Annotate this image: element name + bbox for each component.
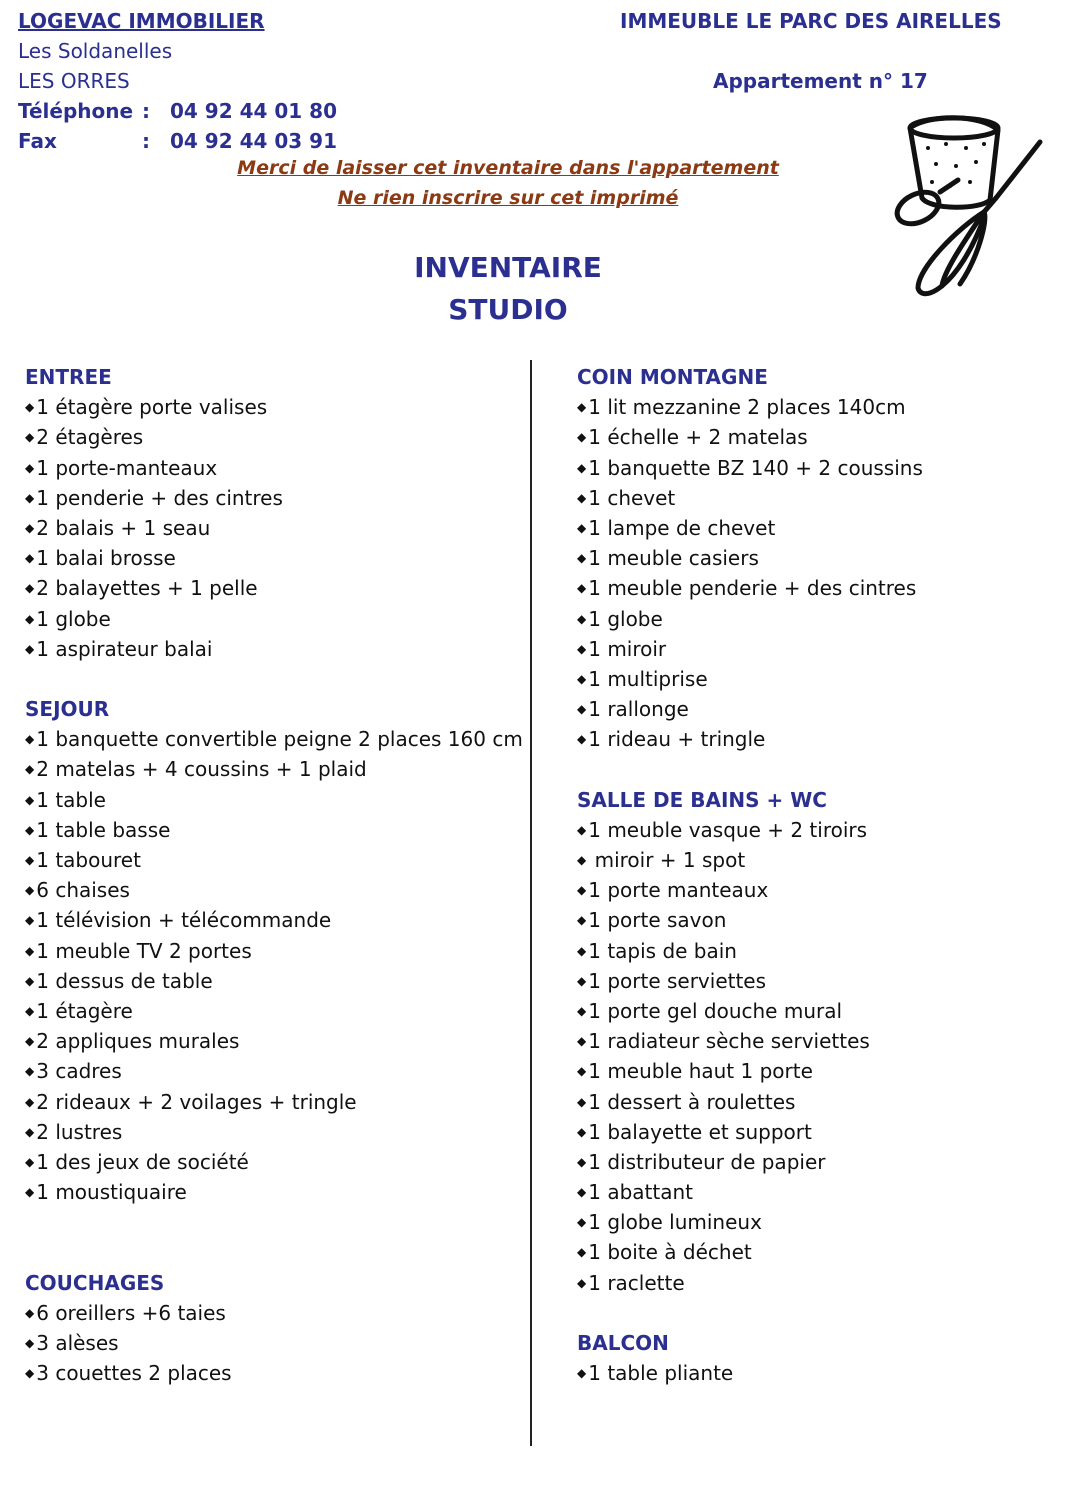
item-label: 1 abattant xyxy=(588,1180,693,1205)
list-item xyxy=(577,905,923,935)
list-item xyxy=(25,1177,523,1207)
item-label: 1 chevet xyxy=(588,485,676,510)
bullet-icon: ◆ xyxy=(577,460,587,475)
item-label: 2 appliques murales xyxy=(36,1029,240,1054)
section-title-coin-montagne: COIN MONTAGNE xyxy=(577,365,768,389)
list-item xyxy=(577,1207,923,1237)
item-label: 1 lampe de chevet xyxy=(588,515,776,540)
section-title-balcon: BALCON xyxy=(577,1331,669,1355)
bullet-icon: ◆ xyxy=(577,1185,587,1200)
list-item xyxy=(577,1147,923,1177)
item-label: 1 dessert à roulettes xyxy=(588,1089,796,1114)
list-item xyxy=(25,1026,523,1056)
apartment-number: Appartement n° 17 xyxy=(713,69,928,93)
item-label: 1 banquette BZ 140 + 2 coussins xyxy=(588,455,923,480)
item-label: 3 alèses xyxy=(36,1331,119,1356)
phone-sep: : xyxy=(142,99,150,123)
bullet-icon: ◆ xyxy=(577,853,587,867)
bullet-icon: ◆ xyxy=(25,792,35,807)
list-item xyxy=(25,634,523,664)
item-label: 1 porte serviettes xyxy=(588,968,767,993)
item-label: 1 des jeux de société xyxy=(36,1149,249,1174)
bullet-icon: ◆ xyxy=(577,671,587,686)
item-label: 1 balayette et support xyxy=(588,1119,812,1144)
item-label: 1 meuble penderie + des cintres xyxy=(588,576,917,601)
fax-sep: : xyxy=(142,129,150,153)
bullet-icon: ◆ xyxy=(577,913,587,928)
item-label: 2 balais + 1 seau xyxy=(36,515,211,540)
item-label: 1 miroir xyxy=(588,636,667,661)
bullet-icon: ◆ xyxy=(577,551,587,566)
bullet-icon: ◆ xyxy=(25,1154,35,1169)
list-item xyxy=(25,422,523,452)
list-item xyxy=(577,543,923,573)
list-item xyxy=(577,875,923,905)
list-item xyxy=(577,664,923,694)
phone-label: Téléphone xyxy=(18,99,134,123)
item-label: 3 couettes 2 places xyxy=(36,1361,232,1386)
bullet-icon: ◆ xyxy=(25,460,35,475)
bullet-icon: ◆ xyxy=(577,883,587,898)
list-item xyxy=(577,815,923,845)
bullet-icon: ◆ xyxy=(577,1215,587,1230)
item-label: 1 meuble casiers xyxy=(588,546,759,571)
page-subtitle: STUDIO xyxy=(448,293,568,326)
list-item xyxy=(25,875,523,905)
item-label: 1 porte savon xyxy=(588,908,727,933)
building-name: IMMEUBLE LE PARC DES AIRELLES xyxy=(620,9,1002,33)
montagne-list xyxy=(577,392,923,754)
list-item xyxy=(25,1298,523,1328)
item-label: 1 table pliante xyxy=(588,1361,734,1386)
item-label: 1 banquette convertible peigne 2 places 160 cm xyxy=(36,727,523,752)
item-label: 1 porte manteaux xyxy=(588,878,769,903)
entree-list xyxy=(25,392,523,664)
section-title-salle-de-bains: SALLE DE BAINS + WC xyxy=(577,787,827,812)
list-item xyxy=(577,694,923,724)
item-label: 3 cadres xyxy=(36,1059,122,1084)
list-item xyxy=(25,1358,523,1388)
item-label: miroir + 1 spot xyxy=(588,848,746,872)
item-label: 1 globe xyxy=(36,606,111,631)
bullet-icon: ◆ xyxy=(25,551,35,566)
list-item xyxy=(25,573,523,603)
item-label: 2 rideaux + 2 voilages + tringle xyxy=(36,1089,357,1114)
item-label: 1 table basse xyxy=(36,817,171,842)
bullet-icon: ◆ xyxy=(25,1003,35,1018)
item-label: 1 meuble vasque + 2 tiroirs xyxy=(588,817,868,842)
fax-label: Fax xyxy=(18,129,57,153)
item-label: 1 étagère porte valises xyxy=(36,395,268,420)
item-label: 6 chaises xyxy=(36,878,130,903)
bullet-icon: ◆ xyxy=(25,1034,35,1049)
item-label: 1 tapis de bain xyxy=(588,938,737,963)
list-item xyxy=(25,543,523,573)
item-label: 1 globe xyxy=(588,606,663,631)
list-item xyxy=(25,996,523,1026)
list-item xyxy=(577,513,923,543)
bullet-icon: ◆ xyxy=(25,581,35,596)
bullet-icon: ◆ xyxy=(25,400,35,415)
bullet-icon: ◆ xyxy=(25,732,35,747)
bullet-icon: ◆ xyxy=(25,883,35,898)
item-label: 1 distributeur de papier xyxy=(588,1149,826,1174)
list-item xyxy=(25,966,523,996)
bullet-icon: ◆ xyxy=(577,430,587,445)
bullet-icon: ◆ xyxy=(25,430,35,445)
couchages-list xyxy=(25,1298,523,1389)
list-item xyxy=(577,1026,923,1056)
section-title-entree: ENTREE xyxy=(25,365,112,389)
kitchen-whisk-bowl-icon xyxy=(888,108,1050,306)
list-item xyxy=(577,1056,923,1086)
list-item xyxy=(25,724,523,754)
bullet-icon: ◆ xyxy=(577,1034,587,1049)
bullet-icon: ◆ xyxy=(577,400,587,415)
bullet-icon: ◆ xyxy=(577,1275,587,1290)
column-divider xyxy=(530,360,532,1446)
bullet-icon: ◆ xyxy=(25,1124,35,1139)
bullet-icon: ◆ xyxy=(25,1064,35,1079)
bullet-icon: ◆ xyxy=(25,1366,35,1381)
item-label: 1 meuble haut 1 porte xyxy=(588,1059,813,1084)
list-item xyxy=(25,1117,523,1147)
bullet-icon: ◆ xyxy=(577,1003,587,1018)
item-label: 2 étagères xyxy=(36,425,144,450)
item-label: 1 tabouret xyxy=(36,848,141,872)
list-item xyxy=(25,604,523,634)
item-label: 1 porte gel douche mural xyxy=(588,998,843,1023)
phone-number: 04 92 44 01 80 xyxy=(170,99,338,123)
agency-town: LES ORRES xyxy=(18,69,130,93)
list-item xyxy=(577,1237,923,1267)
item-label: 1 raclette xyxy=(588,1270,685,1295)
bullet-icon: ◆ xyxy=(25,1305,35,1320)
item-label: 1 radiateur sèche serviettes xyxy=(588,1029,870,1054)
agency-address-line: Les Soldanelles xyxy=(18,39,173,63)
fax-number: 04 92 44 03 91 xyxy=(170,129,338,153)
list-item xyxy=(577,634,923,664)
bullet-icon: ◆ xyxy=(577,822,587,837)
item-label: 1 échelle + 2 matelas xyxy=(588,425,808,450)
list-item xyxy=(25,815,523,845)
list-item xyxy=(577,1117,923,1147)
agency-name: LOGEVAC IMMOBILIER xyxy=(18,9,265,33)
bullet-icon: ◆ xyxy=(25,1336,35,1351)
page-title: INVENTAIRE xyxy=(414,251,602,284)
bullet-icon: ◆ xyxy=(25,641,35,656)
bullet-icon: ◆ xyxy=(577,1124,587,1139)
item-label: 1 étagère xyxy=(36,998,133,1023)
list-item xyxy=(25,754,523,784)
bullet-icon: ◆ xyxy=(25,520,35,535)
item-label: 1 penderie + des cintres xyxy=(36,485,283,510)
bullet-icon: ◆ xyxy=(577,641,587,656)
list-item xyxy=(25,392,523,422)
item-label: 1 multiprise xyxy=(588,666,708,691)
bullet-icon: ◆ xyxy=(577,1094,587,1109)
bullet-icon: ◆ xyxy=(577,702,587,717)
item-label: 2 balayettes + 1 pelle xyxy=(36,576,258,601)
list-item xyxy=(577,1358,923,1388)
item-label: 1 globe lumineux xyxy=(588,1210,762,1235)
list-item xyxy=(577,422,923,452)
list-item xyxy=(577,996,923,1026)
list-item xyxy=(577,604,923,634)
list-item xyxy=(25,936,523,966)
sejour-list xyxy=(25,724,523,1207)
item-label: 1 lit mezzanine 2 places 140cm xyxy=(588,395,906,420)
list-item xyxy=(25,1147,523,1177)
section-title-couchages: COUCHAGES xyxy=(25,1270,165,1295)
item-label: 1 boite à déchet xyxy=(588,1240,752,1265)
list-item xyxy=(577,1087,923,1117)
list-item xyxy=(25,513,523,543)
bullet-icon: ◆ xyxy=(577,943,587,958)
right-column xyxy=(577,362,923,1388)
bullet-icon: ◆ xyxy=(577,520,587,535)
item-label: 2 lustres xyxy=(36,1119,123,1144)
item-label: 1 meuble TV 2 portes xyxy=(36,938,252,963)
left-column xyxy=(25,362,523,1388)
list-item xyxy=(577,483,923,513)
item-label: 1 télévision + télécommande xyxy=(36,908,332,933)
item-label: 6 oreillers +6 taies xyxy=(36,1300,226,1325)
list-item xyxy=(577,1268,923,1298)
item-label: 2 matelas + 4 coussins + 1 plaid xyxy=(36,757,367,782)
bullet-icon: ◆ xyxy=(577,611,587,626)
notice-leave-inventory: Merci de laisser cet inventaire dans l'appartement xyxy=(237,157,779,179)
list-item xyxy=(577,1177,923,1207)
list-item xyxy=(577,453,923,483)
bullet-icon: ◆ xyxy=(25,913,35,928)
list-item xyxy=(577,724,923,754)
bullet-icon: ◆ xyxy=(577,490,587,505)
list-item xyxy=(577,845,923,875)
bullet-icon: ◆ xyxy=(577,1245,587,1260)
bullet-icon: ◆ xyxy=(577,1366,587,1381)
bullet-icon: ◆ xyxy=(25,1094,35,1109)
bullet-icon: ◆ xyxy=(577,732,587,747)
item-label: 1 porte-manteaux xyxy=(36,455,218,480)
list-item xyxy=(25,845,523,875)
bullet-icon: ◆ xyxy=(25,611,35,626)
bullet-icon: ◆ xyxy=(25,943,35,958)
bullet-icon: ◆ xyxy=(577,581,587,596)
bullet-icon: ◆ xyxy=(25,822,35,837)
list-item xyxy=(25,1056,523,1086)
list-item xyxy=(25,483,523,513)
sdb-list xyxy=(577,815,923,1298)
list-item xyxy=(25,785,523,815)
list-item xyxy=(577,966,923,996)
bullet-icon: ◆ xyxy=(25,973,35,988)
item-label: 1 aspirateur balai xyxy=(36,636,213,661)
item-label: 1 rallonge xyxy=(588,697,689,722)
item-label: 1 balai brosse xyxy=(36,546,176,571)
item-label: 1 table xyxy=(36,787,106,812)
bullet-icon: ◆ xyxy=(25,1185,35,1200)
list-item xyxy=(25,453,523,483)
list-item xyxy=(577,392,923,422)
list-item xyxy=(577,573,923,603)
bullet-icon: ◆ xyxy=(577,1154,587,1169)
list-item xyxy=(25,905,523,935)
balcon-list xyxy=(577,1358,923,1388)
item-label: 1 rideau + tringle xyxy=(588,727,766,752)
list-item xyxy=(25,1087,523,1117)
bullet-icon: ◆ xyxy=(577,973,587,988)
list-item xyxy=(577,936,923,966)
notice-do-not-write: Ne rien inscrire sur cet imprimé xyxy=(337,187,679,209)
section-title-sejour: SEJOUR xyxy=(25,697,110,722)
item-label: 1 moustiquaire xyxy=(36,1180,187,1205)
item-label: 1 dessus de table xyxy=(36,968,213,993)
bullet-icon: ◆ xyxy=(25,762,35,777)
bullet-icon: ◆ xyxy=(577,1064,587,1079)
bullet-icon: ◆ xyxy=(25,490,35,505)
bullet-icon: ◆ xyxy=(25,853,35,867)
list-item xyxy=(25,1328,523,1358)
